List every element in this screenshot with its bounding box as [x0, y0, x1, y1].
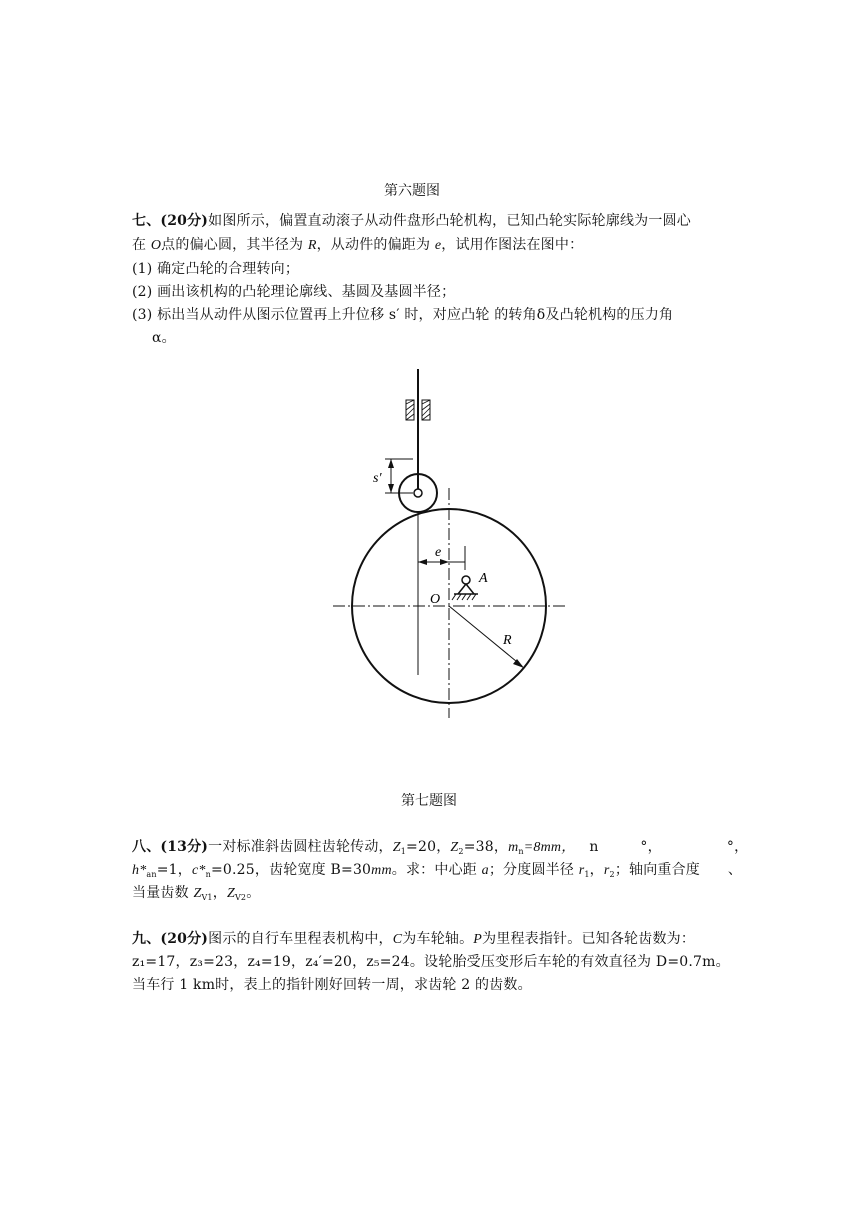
q8-heading: 八、(13分): [132, 839, 209, 855]
roller-pin: [414, 489, 422, 497]
q9-line-1: 九、(20分)图示的自行车里程表机构中，C为车轮轴。P为里程表指针。已知各轮齿数为：: [132, 931, 696, 947]
q7-item-3: (3) 标出当从动件从图示位置再上升位移 s′ 时，对应凸轮 的转角δ及凸轮机构的压力角: [132, 307, 674, 323]
q7-item-1: (1) 确定凸轮的合理转向；: [132, 261, 300, 277]
pivot-A-support: [452, 576, 478, 600]
guide-block-left: [406, 400, 414, 420]
caption-figure-7: 第七题图: [401, 793, 457, 809]
label-e: e: [435, 545, 442, 560]
q9-heading: 九、(20分): [132, 931, 209, 947]
s-arrow-up: [388, 459, 394, 468]
q7-item-3-cont: α。: [152, 330, 176, 346]
q7-line-1: 七、(20分)如图所示，偏置直动滚子从动件盘形凸轮机构，已知凸轮实际轮廓线为一圆心: [132, 213, 691, 229]
guide-block-right: [422, 400, 430, 420]
q7-heading: 七、(20分): [132, 213, 209, 229]
q8-line-2: $h*_{an}=1$，$c*_n=0.25$，齿轮宽度 B=30mm。求：中心距 a；分度圆半径 $r_1$，$r_2$；轴向重合度 、: [132, 862, 743, 879]
q7-line-2: 在 O点的偏心圆，其半径为 R，从动件的偏距为 e，试用作图法在图中：: [132, 237, 584, 253]
q9-line-3: 当车行 1 km时，表上的指针刚好回转一周，求齿轮 2 的齿数。: [132, 977, 532, 993]
e-arrow-right: [440, 559, 449, 565]
label-R: R: [503, 633, 512, 648]
caption-figure-6: 第六题图: [384, 183, 440, 199]
q8-line-1: 八、(13分)一对标准斜齿圆柱齿轮传动，$Z_1=20$，$Z_2=38$，$m_n=8mm$， n °， °，: [132, 839, 749, 856]
label-s: s′: [373, 471, 382, 486]
e-arrow-left: [418, 559, 427, 565]
s-arrow-down: [388, 484, 394, 493]
label-A: A: [479, 571, 488, 586]
q8-line-3: 当量齿数 $Z_{V1}$，$Z_{V2}$。: [132, 885, 261, 902]
label-O: O: [430, 592, 441, 607]
q9-line-2: z₁=17，z₃=23，z₄=19，z₄′=20，z₅=24。设轮胎受压变形后车轮的有效直径为 D=0.7m。: [132, 954, 730, 970]
q7-item-2: (2) 画出该机构的凸轮理论廓线、基圆及基圆半径；: [132, 284, 456, 300]
